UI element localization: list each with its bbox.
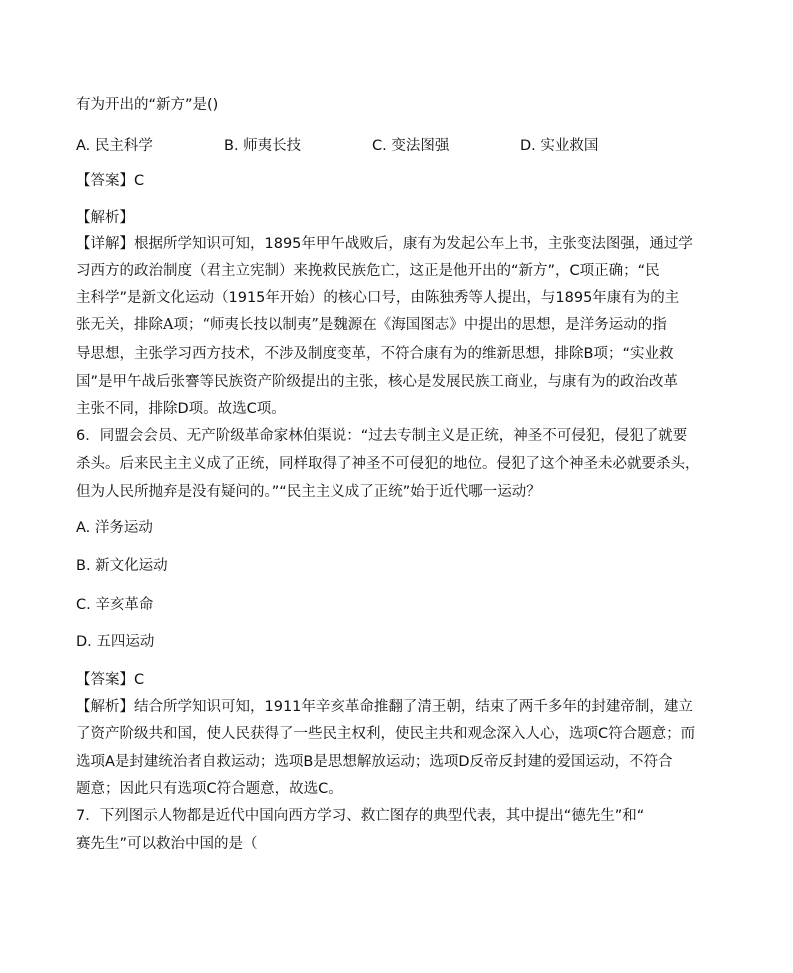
q7-stem-line: 赛先生”可以救治中国的是（ <box>76 836 258 852</box>
q5-option-c: C. 变法图强 <box>372 138 450 154</box>
q6-answer: 【答案】C <box>76 672 145 688</box>
q6-option-d: D. 五四运动 <box>76 634 155 650</box>
q5-answer: 【答案】C <box>76 173 145 189</box>
q6-option-c: C. 辛亥革命 <box>76 597 154 613</box>
q7-stem-line: 7．下列图示人物都是近代中国向西方学习、救亡图存的典型代表，其中提出“德先生”和“ <box>76 808 645 824</box>
q5-analysis-line: 张无关，排除A项；“师夷长技以制夷”是魏源在《海国图志》中提出的思想，是洋务运动的指 <box>76 317 667 333</box>
q5-analysis-line: 导思想，主张学习西方技术，不涉及制度变革，不符合康有为的维新思想，排除B项；“实业救 <box>76 346 674 362</box>
q5-analysis-line: 主张不同，排除D项。故选C项。 <box>76 401 286 417</box>
q5-analysis-line: 习西方的政治制度（君主立宪制）来挽救民族危亡，这正是他开出的“新方”，C项正确；“民 <box>76 263 660 279</box>
q5-analysis-line: 主科学”是新文化运动（1915年开始）的核心口号，由陈独秀等人提出，与1895年康有为的主 <box>76 290 680 306</box>
q6-analysis-line: 【解析】结合所学知识可知，1911年辛亥革命推翻了清王朝，结束了两千多年的封建帝制，建立 <box>76 699 693 715</box>
q6-analysis-line: 题意；因此只有选项C符合题意，故选C。 <box>76 781 343 797</box>
q6-stem-line: 杀头。后来民主主义成了正统，同样取得了神圣不可侵犯的地位。侵犯了这个神圣未必就要杀头， <box>76 456 700 472</box>
q5-option-b: B. 师夷长技 <box>224 138 302 154</box>
q5-analysis-line: 【详解】根据所学知识可知，1895年甲午战败后，康有为发起公车上书，主张变法图强，通过学 <box>76 236 693 252</box>
q6-stem-line: 6．同盟会会员、无产阶级革命家林伯渠说：“过去专制主义是正统，神圣不可侵犯，侵犯了就要 <box>76 428 688 444</box>
q6-analysis-line: 选项A是封建统治者自救运动；选项B是思想解放运动；选项D反帝反封建的爱国运动，不符合 <box>76 754 673 770</box>
q6-option-a: A. 洋务运动 <box>76 520 153 536</box>
q5-stem-tail: 有为开出的“新方”是() <box>76 97 219 113</box>
q6-option-b: B. 新文化运动 <box>76 558 168 574</box>
q6-stem-line: 但为人民所抛弃是没有疑问的。”“民主主义成了正统”始于近代哪一运动？ <box>76 484 541 500</box>
q5-analysis-line: 国”是甲午战后张謇等民族资产阶级提出的主张，核心是发展民族工商业，与康有为的政治改革 <box>76 374 679 390</box>
q6-analysis-line: 了资产阶级共和国，使人民获得了一些民主权利，使民主共和观念深入人心，选项C符合题意；而 <box>76 726 696 742</box>
q5-option-d: D. 实业救国 <box>520 138 599 154</box>
q5-option-a: A. 民主科学 <box>76 138 153 154</box>
q5-analysis-title: 【解析】 <box>76 210 134 226</box>
